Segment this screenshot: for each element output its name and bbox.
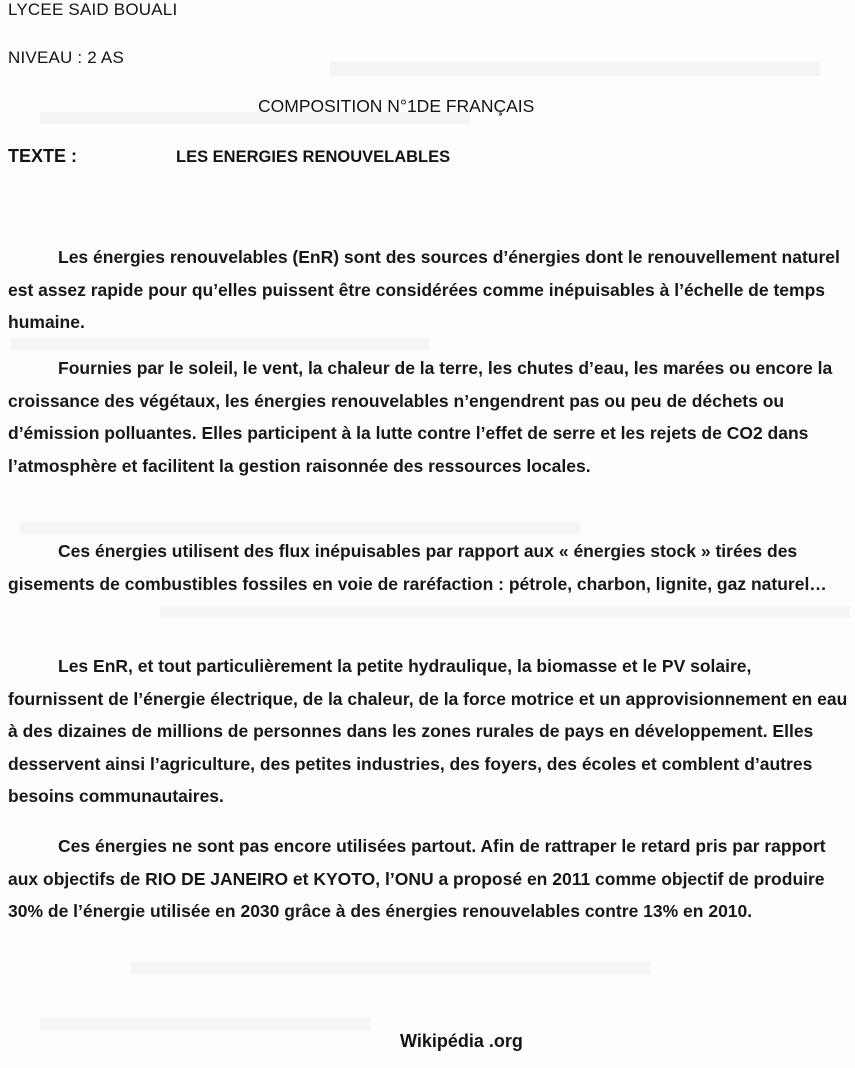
show-through-line [160, 606, 850, 618]
paragraph-1: Les énergies renouvelables (EnR) sont des sources d’énergies dont le renouvellement naturel est assez rapide pour qu’elles puissent être considérées comme inépuisables à l’échelle de temps humaine. [8, 247, 840, 332]
source-citation: Wikipédia .org [400, 1031, 523, 1051]
school-name: LYCEE SAID BOUALI [8, 0, 178, 19]
text-title: LES ENERGIES RENOUVELABLES [176, 148, 451, 166]
text-heading [8, 146, 450, 167]
paragraph-4: Les EnR, et tout particulièrement la petite hydraulique, la biomasse et le PV solaire, fournissent de l’énergie électrique, de la chaleur, de la force motrice et un approvisionnement en eau à des dizaines de millions de personnes dans les zones rurales de pays en développement. Elles desservent ainsi l’agriculture, des petites industries, des foyers, des écoles et comblent d’autres besoins communautaires. [8, 656, 848, 806]
show-through-line [330, 62, 820, 76]
show-through-line [20, 522, 580, 534]
paragraph-3: Ces énergies utilisent des flux inépuisables par rapport aux « énergies stock » tirées des gisements de combustibles fossiles en voie de raréfaction : pétrole, charbon, lignite, gaz naturel… [8, 541, 827, 594]
paragraph-2: Fournies par le soleil, le vent, la chaleur de la terre, les chutes d’eau, les marées ou encore la croissance des végétaux, les énergies renouvelables n’engendrent pas ou peu de déchets ou d’émission polluantes. Elles participent à la lutte contre l’effet de serre et les rejets de CO2 dans l’atmosphère et facilitent la gestion raisonnée des ressources locales. [8, 358, 833, 476]
show-through-line [40, 1018, 370, 1030]
paragraph-5: Ces énergies ne sont pas encore utilisées partout. Afin de rattraper le retard pris par rapport aux objectifs de RIO DE JANEIRO et KYOTO, l’ONU a proposé en 2011 comme objectif de produire 30% de l’énergie utilisée en 2030 grâce à des énergies renouvelables contre 13% en 2010. [8, 836, 826, 921]
show-through-line [130, 962, 650, 974]
class-level: NIVEAU : 2 AS [8, 48, 124, 67]
text-label: TEXTE : [8, 146, 78, 166]
show-through-line [10, 338, 430, 350]
exam-title: COMPOSITION N°1DE FRANÇAIS [258, 96, 535, 116]
